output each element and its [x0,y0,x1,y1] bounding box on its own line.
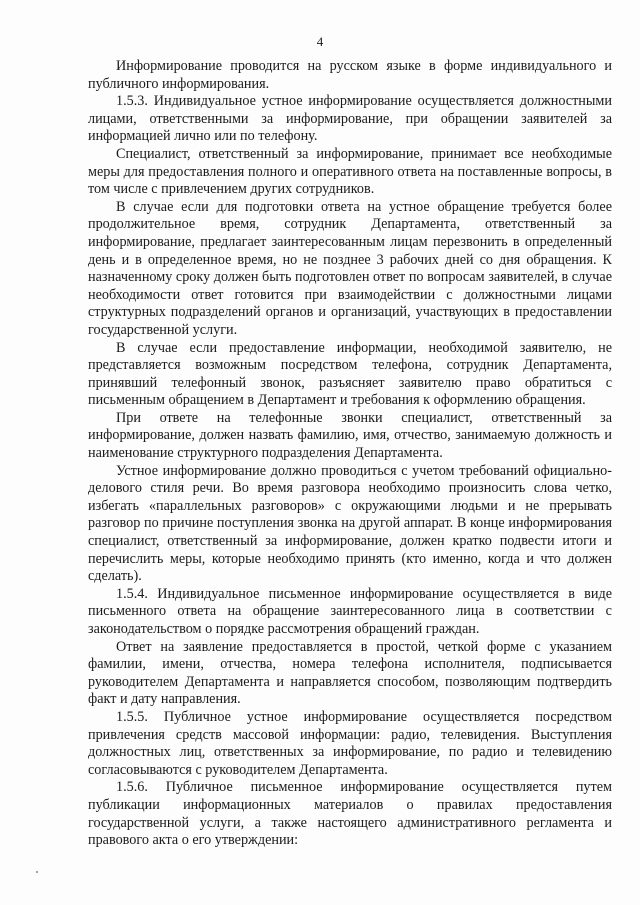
paragraph-1-5-4: 1.5.4. Индивидуальное письменное информирование осуществляется в виде письменного ответа на обращение заинтересованного лица в соответствии с законодательством о порядке рассмотрения обращений граждан. [88,585,612,637]
paragraph-long-preparation: В случае если для подготовки ответа на устное обращение требуется более продолжительное время, сотрудник Департамента, ответственный за информирование, предлагает заинтересованным лицам перезвонить в определенный день и в определенное время, но не позднее 3 рабочих дней со дня обращения. К назначенному сроку должен быть подготовлен ответ по вопросам заявителей, в случае необходимости ответ готовится при взаимодействии с должностными лицами структурных подразделений органов и организаций, участвующих в предоставлении государственной услуги. [88,198,612,338]
paragraph-phone-impossible: В случае если предоставление информации, необходимой заявителю, не представляется возможным посредством телефона, сотрудник Департамента, принявший телефонный звонок, разъясняет заявителю право обратиться с письменным обращением в Департамент и требования к оформлению обращения. [88,339,612,409]
paragraph-1-5-6: 1.5.6. Публичное письменное информирование осуществляется путем публикации информационных материалов о правилах предоставления государственной услуги, а также настоящего административного регламента и правового акта о его утверждении: [88,779,612,849]
paragraph-1-5-3: 1.5.3. Индивидуальное устное информирование осуществляется должностными лицами, ответственными за информирование, при обращении заявителей за информацией лично или по телефону. [88,93,612,145]
paragraph-informing-language: Информирование проводится на русском языке в форме индивидуального и публичного информирования. [88,58,612,92]
page-number: 4 [316,34,324,49]
paragraph-specialist-measures: Специалист, ответственный за информирование, принимает все необходимые меры для предоставления полного и оперативного ответа на поставленные вопросы, в том числе с привлечением других сотрудников. [88,145,612,198]
paragraph-phone-calls: При ответе на телефонные звонки специалист, ответственный за информирование, должен назвать фамилию, имя, отчество, занимаемую должность и наименование структурного подразделения Департамента. [88,409,612,462]
paragraph-answer-form: Ответ на заявление предоставляется в простой, четкой форме с указанием фамилии, имени, отчества, номера телефона исполнителя, подписывается руководителем Департамента и направляется способом, позволяющим подтвердить факт и дату направления. [88,638,612,708]
scan-speck [36,871,38,873]
paragraph-1-5-5: 1.5.5. Публичное устное информирование осуществляется посредством привлечения средств массовой информации: радио, телевидения. Выступления должностных лиц, ответственных за информирование, по радио и телевидению согласовываются с руководителем Департамента. [88,708,612,778]
document-body [88,58,612,850]
paragraph-oral-style: Устное информирование должно проводиться с учетом требований официально-делового стиля речи. Во время разговора необходимо произносить слова четко, избегать «параллельных разговоров» с окружающими людьми и не прерывать разговор по причине поступления звонка на другой аппарат. В конце информирования специалист, ответственный за информирование, должен кратко подвести итоги и перечислить меры, которые необходимо принять (кто именно, когда и что должен сделать). [88,462,612,585]
